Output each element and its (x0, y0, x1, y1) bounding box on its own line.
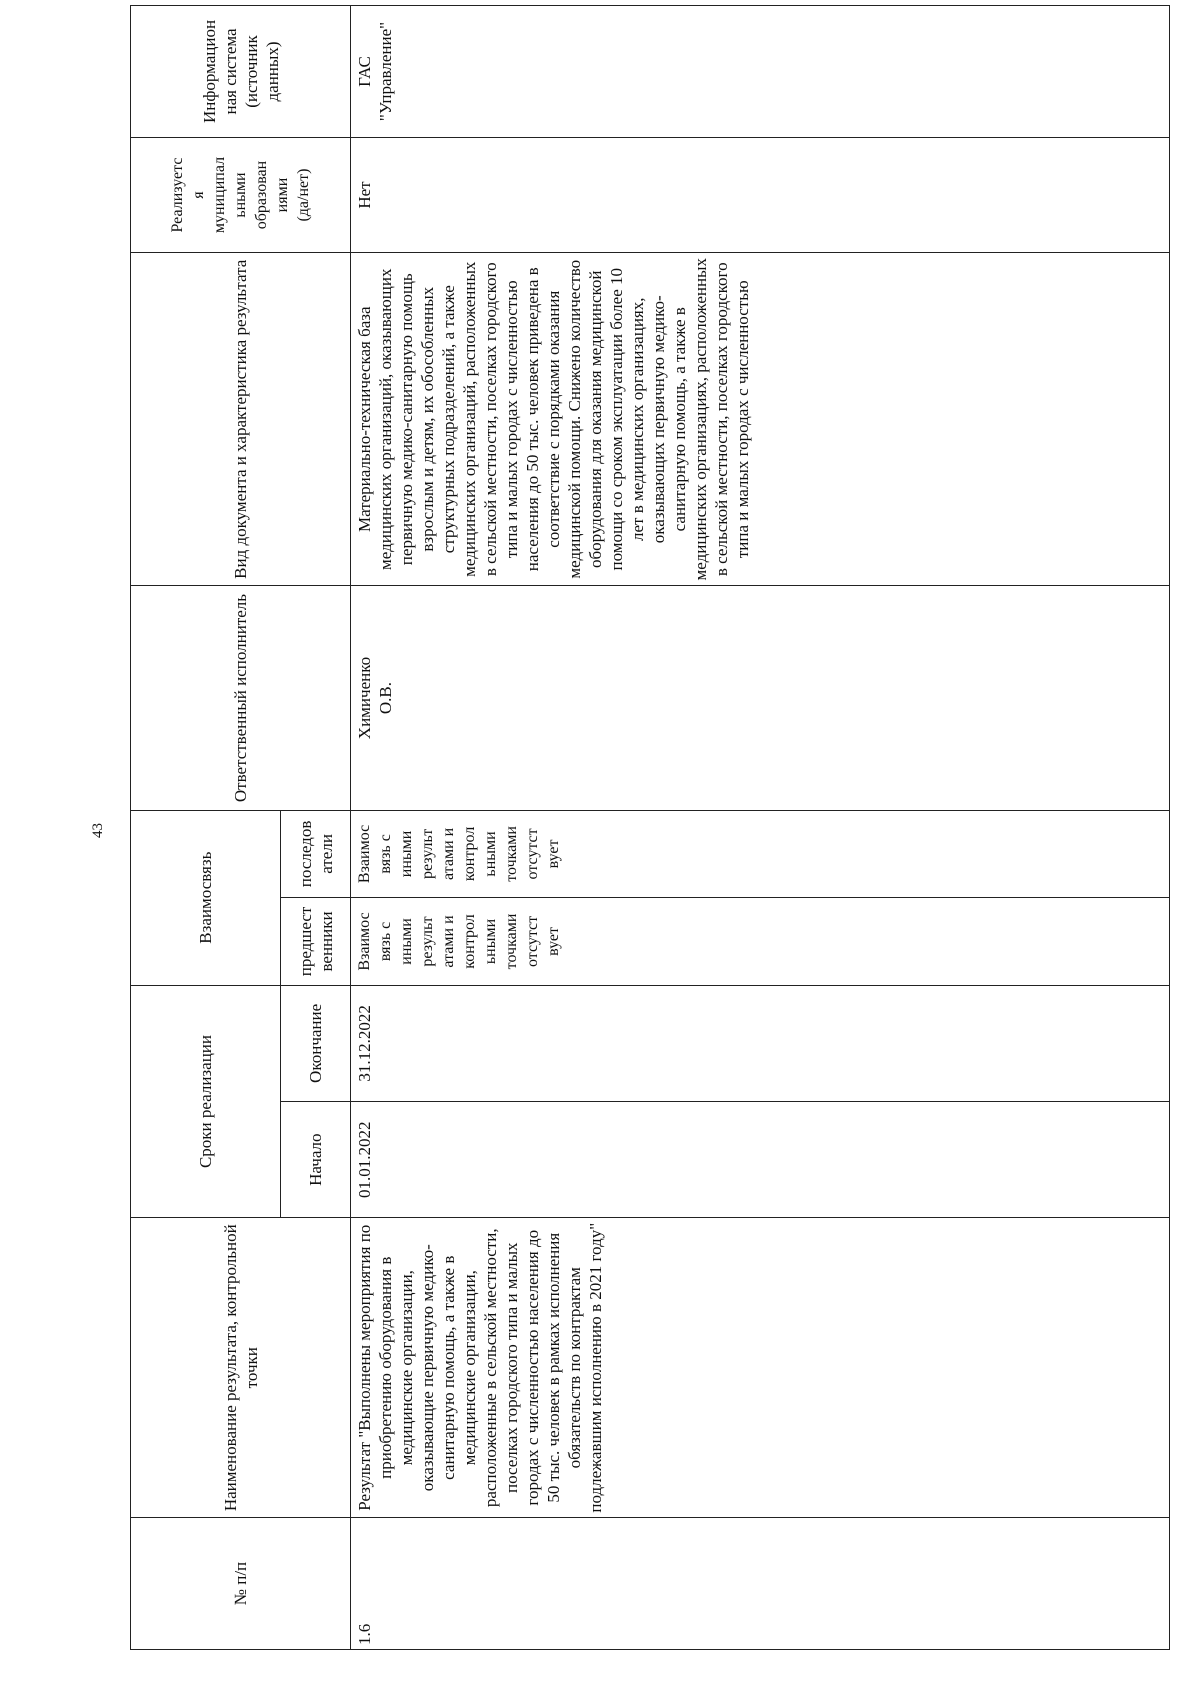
cell-end: 31.12.2022 (351, 985, 1170, 1101)
cell-num: 1.6 (351, 1518, 1170, 1650)
cell-predecessors: Взаимос вязь с иными результ атами и контрол ьными точками отсутст вует (351, 898, 1170, 986)
header-municipal: Реализуетс я муниципал ьными образован иями (да/нет) (131, 137, 351, 252)
header-start: Начало (281, 1102, 351, 1218)
cell-start: 01.01.2022 (351, 1102, 1170, 1218)
header-predecessors: предшест венники (281, 898, 351, 986)
cell-info-system: ГАС "Управление" (351, 6, 1170, 138)
header-successors: последов атели (281, 810, 351, 898)
cell-successors: Взаимос вязь с иными результ атами и контрол ьными точками отсутст вует (351, 810, 1170, 898)
header-num: № п/п (131, 1518, 351, 1650)
header-terms: Сроки реализации (131, 985, 281, 1218)
rotated-table-container (130, 5, 1190, 1650)
cell-name: Результат "Выполнены мероприятия по приобретению оборудования в медицинские организации, оказывающие первичную медико-санитарную помощь, а также в медицинские организации, расположенные в сельской местности, поселках городского типа и малых городах с численностью населения до 50 тыс. человек в рамках исполнения обязательств по контрактам подлежавшим исполнению в 2021 году" (351, 1218, 1170, 1518)
table-row (351, 6, 1170, 1650)
cell-responsible: Химиченко О.В. (351, 586, 1170, 810)
header-name: Наименование результата, контрольной точки (131, 1218, 351, 1518)
header-info-system: Информацион ная система (источник данных) (131, 6, 351, 138)
header-relation: Взаимосвязь (131, 810, 281, 985)
plan-table (130, 5, 1170, 1650)
cell-doc-type: Материально-техническая база медицинских организаций, оказывающих первичную медико-санитарную помощь взрослым и детям, их обособленных структурных подразделений, а также медицинских организаций, расположенных в сельской местности, поселках городского типа и малых городах с численностью населения до 50 тыс. человек приведена в соответствие с порядками оказания медицинской помощи. Снижено количество оборудования для оказания медицинской помощи со сроком эксплуатации более 10 лет в медицинских организациях, оказывающих первичную медико-санитарную помощь, а также в медицинских организациях, расположенных в сельской местности, поселках городского типа и малых городах с численностью (351, 253, 1170, 586)
header-end: Окончание (281, 985, 351, 1101)
header-doc-type: Вид документа и характеристика результата (131, 253, 351, 586)
page-number: 43 (90, 823, 106, 838)
cell-municipal: Нет (351, 137, 1170, 252)
header-responsible: Ответственный исполнитель (131, 586, 351, 810)
